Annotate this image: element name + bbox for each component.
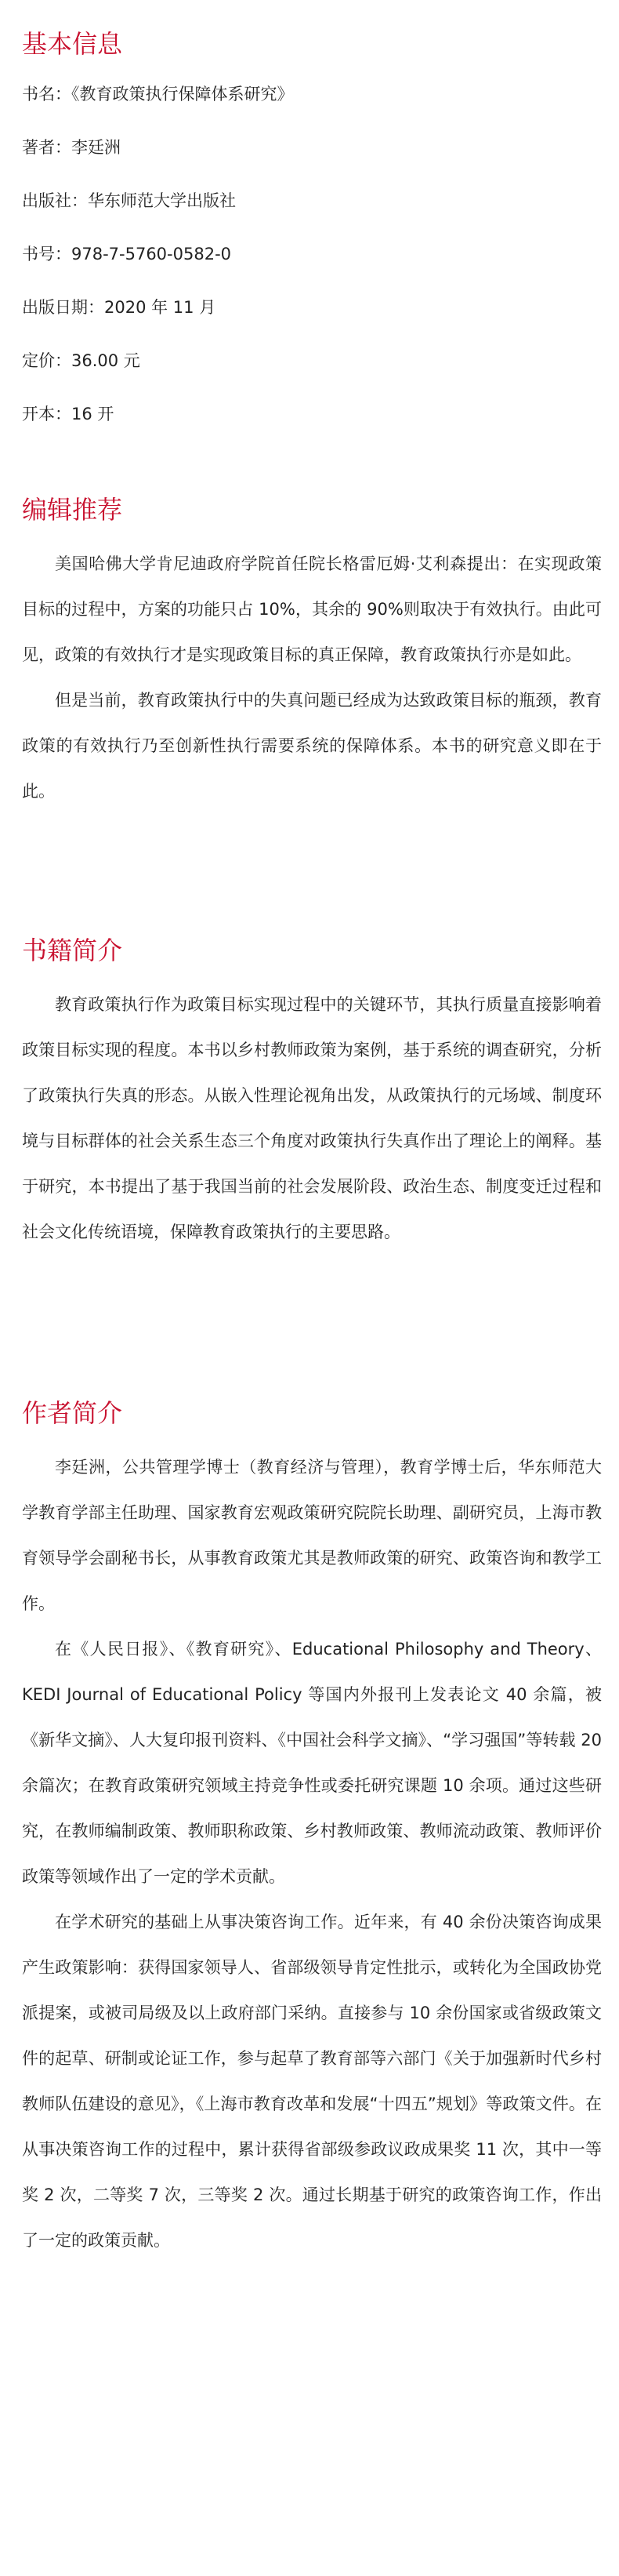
editor-paragraph: 美国哈佛大学肯尼迪政府学院首任院长格雷厄姆·艾利森提出：在实现政策目标的过程中，方案的功能只占 10%，其余的 90%则取决于有效执行。由此可见，政策的有效执行才是实现政策目标的真正保障，教育政策执行亦是如此。 (22, 554, 602, 664)
author-intro-section (22, 1397, 602, 2263)
author-paragraph: 李廷洲，公共管理学博士（教育经济与管理），教育学博士后，华东师范大学教育学部主任助理、国家教育宏观政策研究院院长助理、副研究员，上海市教育领导学会副秘书长，从事教育政策尤其是教师政策的研究、政策咨询和教学工作。 (22, 1458, 602, 1613)
basic-info-title: 基本信息 (22, 29, 123, 59)
book-summary-section (22, 935, 602, 1255)
info-format: 开本：16 开 (22, 405, 114, 423)
basic-info-section (22, 28, 602, 456)
book-summary-body (22, 982, 602, 1255)
info-isbn: 书号：978-7-5760-0582-0 (22, 245, 232, 263)
summary-paragraph: 教育政策执行作为政策目标实现过程中的关键环节，其执行质量直接影响着政策目标实现的程度。本书以乡村教师政策为案例，基于系统的调查研究，分析了政策执行失真的形态。从嵌入性理论视角出发，从政策执行的元场域、制度环境与目标群体的社会关系生态三个角度对政策执行失真作出了理论上的阐释。基于研究，本书提出了基于我国当前的社会发展阶段、政治生态、制度变迁过程和社会文化传统语境，保障教育政策执行的主要思路。 (22, 995, 602, 1241)
info-book-title: 书名：《教育政策执行保障体系研究》 (22, 85, 294, 104)
author-paragraph: 在学术研究的基础上从事决策咨询工作。近年来，有 40 余份决策咨询成果产生政策影响：获得国家领导人、省部级领导肯定性批示，或转化为全国政协党派提案，或被司局级及以上政府部门采纳。直接参与 10 余份国家或省级政策文件的起草、研制或论证工作，参与起草了教育部等六部门《关于加强新时代乡村教师队伍建设的意见》，《上海市教育改革和发展“十四五”规划》等政策文件。在从事决策咨询工作的过程中，累计获得省部级参政议政成果奖 11 次，其中一等奖 2 次，二等奖 7 次，三等奖 2 次。通过长期基于研究的政策咨询工作，作出了一定的政策贡献。 (22, 1913, 602, 2250)
info-price: 定价：36.00 元 (22, 351, 140, 370)
info-publish-date: 出版日期：2020 年 11 月 (22, 298, 216, 317)
book-summary-title: 书籍简介 (22, 936, 123, 965)
basic-info-list (22, 83, 602, 456)
editor-recommendation-section (22, 494, 602, 814)
editor-paragraph: 但是当前，教育政策执行中的失真问题已经成为达致政策目标的瓶颈，教育政策的有效执行乃至创新性执行需要系统的保障体系。本书的研究意义即在于此。 (22, 691, 602, 801)
author-intro-body (22, 1444, 602, 2263)
info-publisher: 出版社：华东师范大学出版社 (22, 191, 236, 210)
author-intro-title: 作者简介 (22, 1398, 123, 1428)
author-paragraph: 在《人民日报》、《教育研究》、Educational Philosophy and Theory、KEDI Journal of Educational Policy 等国内外报刊上发表论文 40 余篇，被《新华文摘》、人大复印报刊资料、《中国社会科学文摘》、“学习强国”等转载 20 余篇次；在教育政策研究领域主持竞争性或委托研究课题 10 余项。通过这些研究，在教师编制政策、教师职称政策、乡村教师政策、教师流动政策、教师评价政策等领域作出了一定的学术贡献。 (22, 1640, 602, 1886)
info-author: 著者：李廷洲 (22, 138, 121, 157)
editor-recommendation-title: 编辑推荐 (22, 495, 123, 525)
editor-recommendation-body (22, 541, 602, 814)
